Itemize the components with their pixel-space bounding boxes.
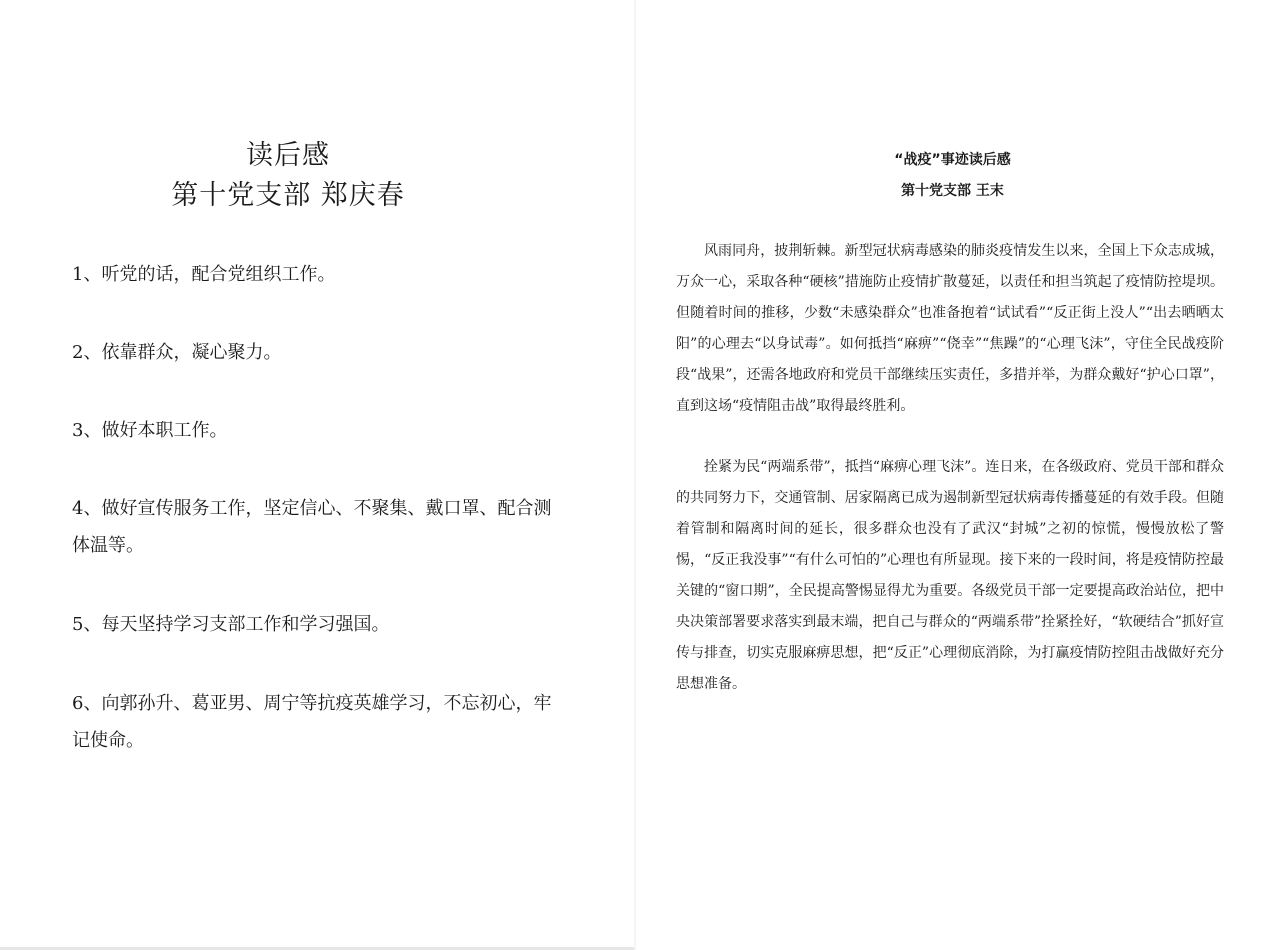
right-document-author: 第十党支部 王末 [901,183,1004,199]
left-list-item: 2、依靠群众，凝心聚力。 [72,342,282,363]
right-body-paragraph: 拴紧为民“两端系带”，抵挡“麻痹心理飞沫”。连日来，在各级政府、党员干部和群众的共同努力下，交通管制、居家隔离已成为遏制新型冠状病毒传播蔓延的有效手段。但随着管制和隔离时间的延长，很多群众也没有了武汉“封城”之初的惊慌，慢慢放松了警惕，“反正我没事”“有什么可怕的”心理也有所显现。接下来的一段时间，将是疫情防控最关键的“窗口期”，全民提高警惕显得尤为重要。各级党员干部一定要提高政治站位，把中央决策部署要求落实到最末端，把自己与群众的“两端系带”拴紧拴好，“软硬结合”抓好宣传与排查，切实克服麻痹思想，把“反正”心理彻底消除，为打赢疫情防控阻击战做好充分思想准备。 [676,459,1224,692]
left-list-item: 1、听党的话，配合党组织工作。 [72,264,336,285]
left-document-title: 读后感 [246,140,330,171]
left-document-author: 第十党支部 郑庆春 [171,180,405,211]
right-body-paragraph: 风雨同舟，披荆斩棘。新型冠状病毒感染的肺炎疫情发生以来，全国上下众志成城，万众一心，采取各种“硬核”措施防止疫情扩散蔓延，以责任和担当筑起了疫情防控堤坝。但随着时间的推移，少数“未感染群众”也准备抱着“试试看”“反正街上没人”“出去晒晒太阳”的心理去“以身试毒”。如何抵挡“麻痹”“侥幸”“焦躁”的“心理飞沫”，守住全民战疫阶段“战果”，还需各地政府和党员干部继续压实责任，多措并举，为群众戴好“护心口罩”，直到这场“疫情阻击战”取得最终胜利。 [676,243,1224,414]
left-list-item: 3、做好本职工作。 [72,420,228,441]
left-list-item: 6、向郭孙升、葛亚男、周宁等抗疫英雄学习，不忘初心，牢记使命。 [72,693,552,751]
left-list-item: 5、每天坚持学习支部工作和学习强国。 [72,614,390,635]
right-document-title: “战疫”事迹读后感 [894,152,1011,168]
left-list-item: 4、做好宣传服务工作，坚定信心、不聚集、戴口罩、配合测体温等。 [72,498,552,556]
